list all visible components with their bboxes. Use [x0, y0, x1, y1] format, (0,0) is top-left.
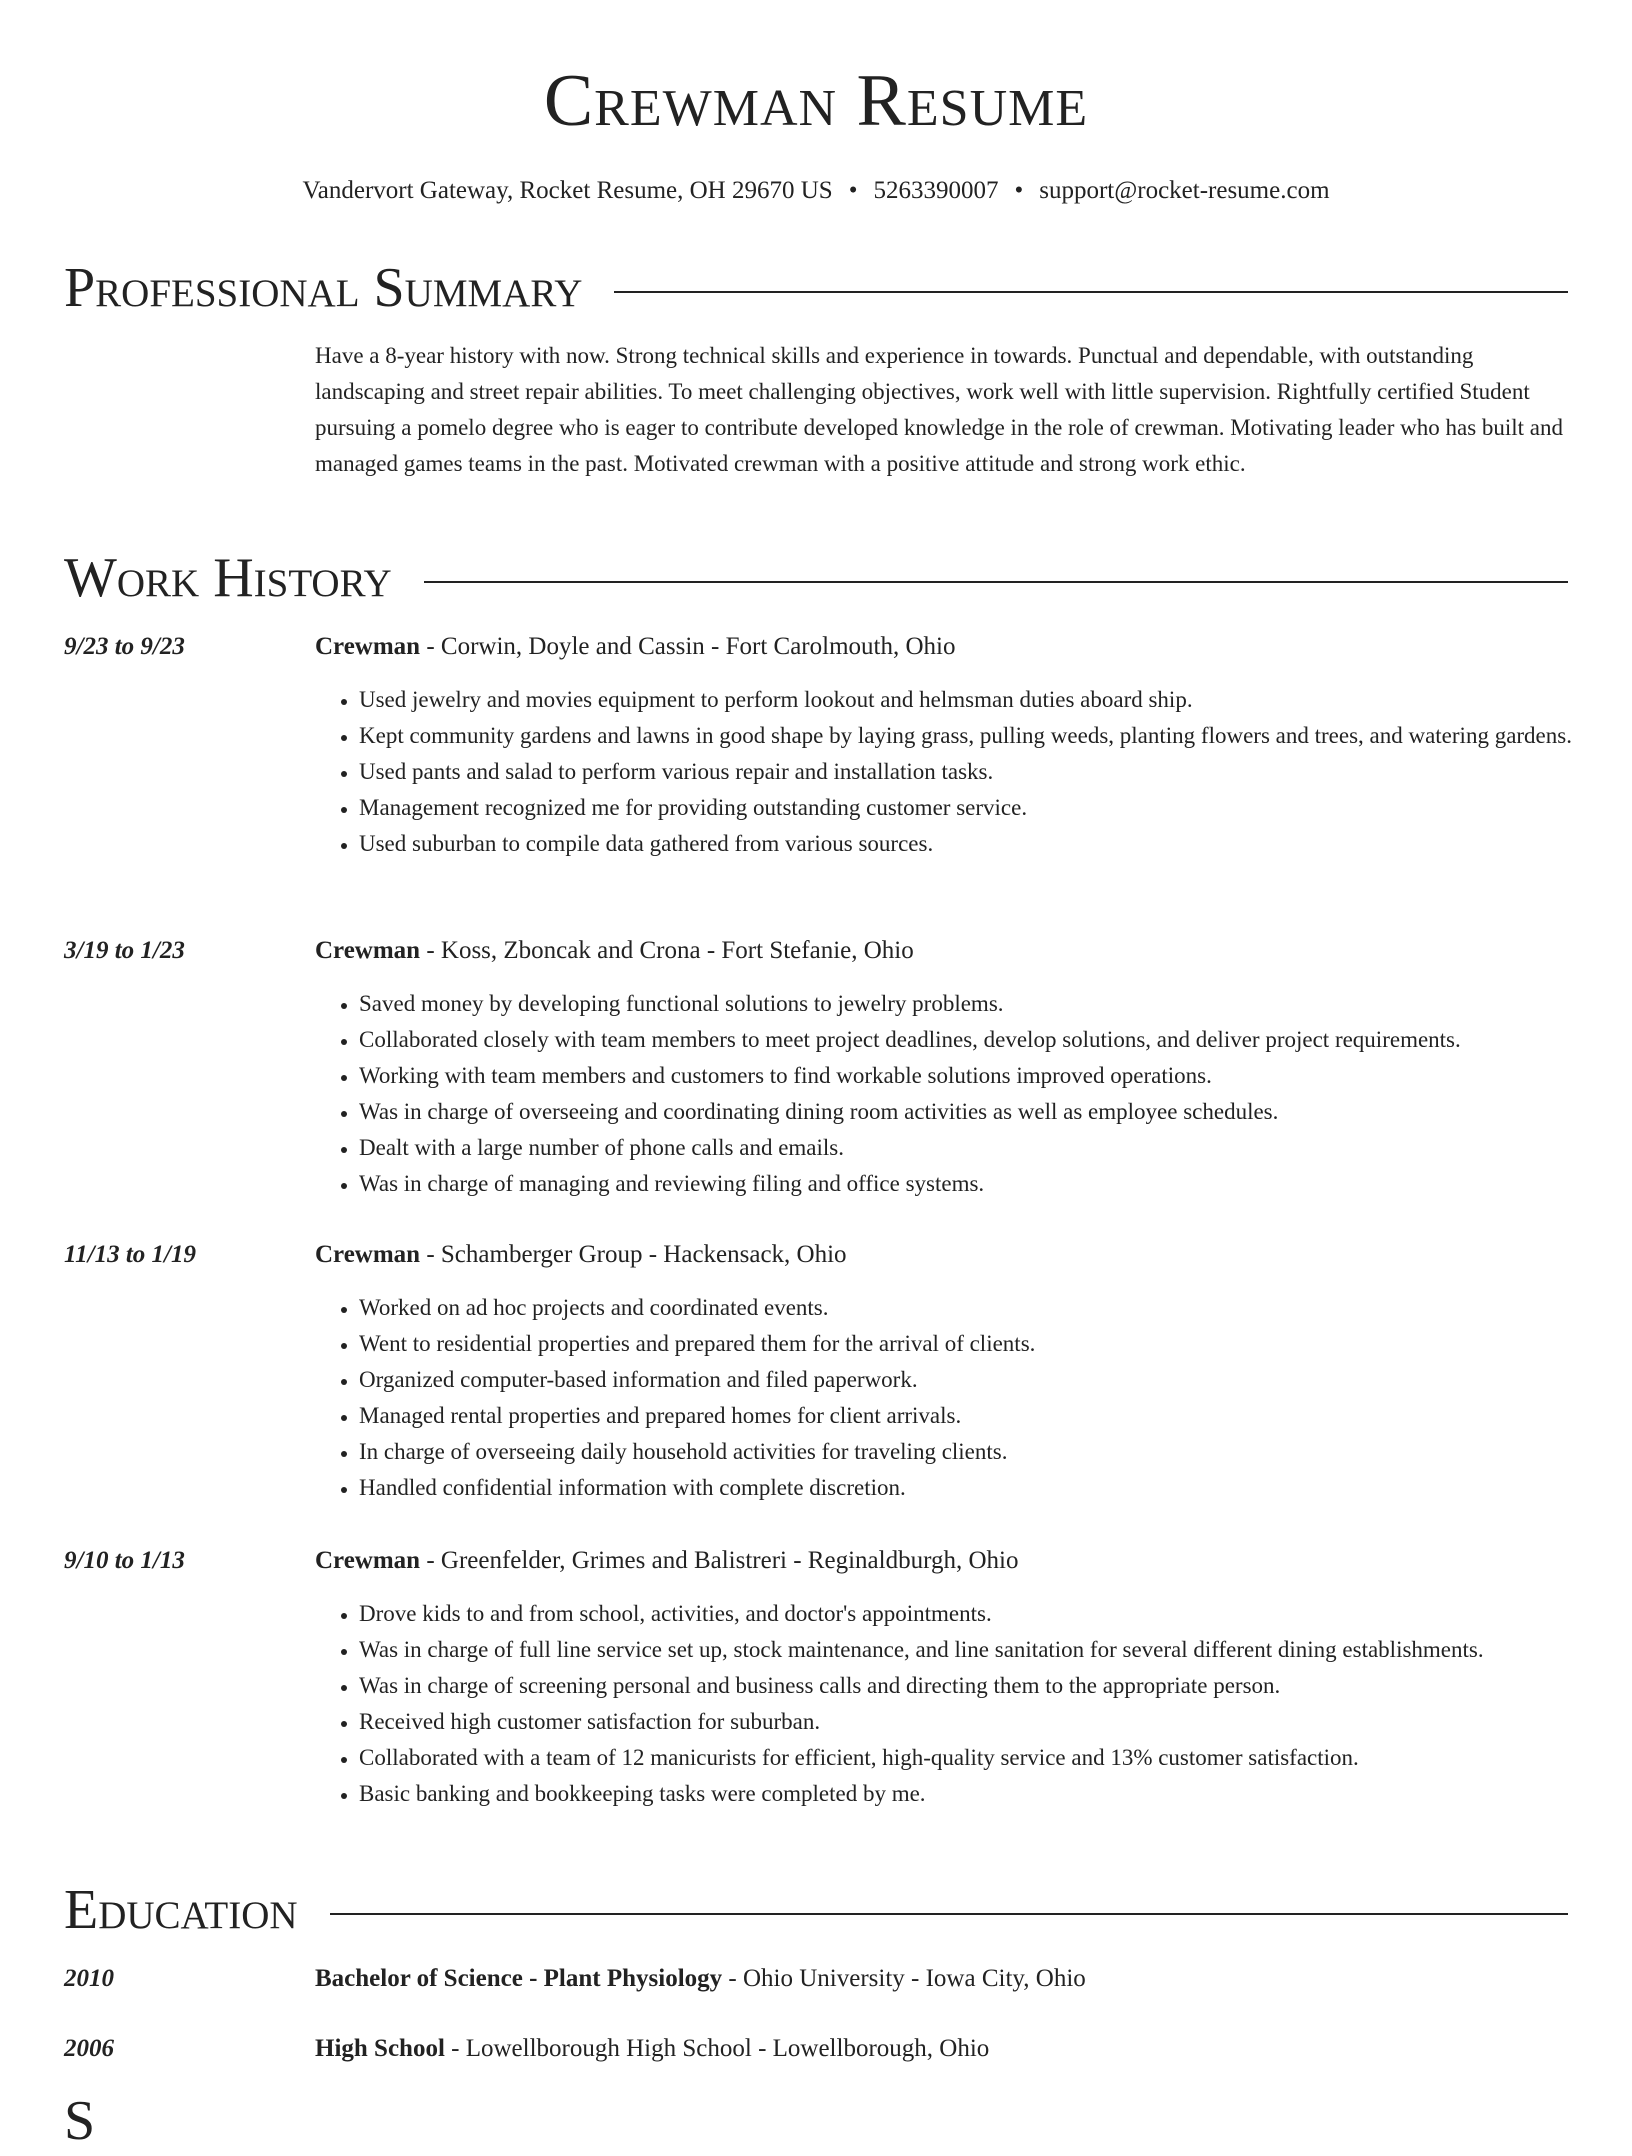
job-dates: 9/10 to 1/13 — [64, 1547, 185, 1574]
summary-text: Have a 8-year history with now. Strong technical skills and experience in towards. Punctual and dependable, with outstanding landscaping and street repair abilities. To meet challenging objectives, work well with little supervision. Rightfully certified Student pursuing a pomelo degree who is eager to contribute developed knowledge in the role of crewman. Motivating leader who has built and managed games teams in the past. Motivated crewman with a positive attitude and strong work ethic. — [315, 343, 1564, 476]
job-bullet: • Was in charge of full line service set up, stock maintenance, and line sanitation for several different dining establishments. — [359, 1632, 1612, 1668]
job-bullets — [315, 1290, 1612, 1506]
job-employer: - Corwin, Doyle and Cassin - Fort Carolmouth, Ohio — [420, 633, 956, 660]
education-line — [315, 2032, 1568, 2066]
job-bullet: • Working with team members and customers to find workable solutions improved operations. — [359, 1058, 1612, 1094]
contact-email: support@rocket-resume.com — [1039, 177, 1330, 204]
next-section-heading: S — [64, 2090, 96, 2152]
job-bullet: • Drove kids to and from school, activities, and doctor's appointments. — [359, 1596, 1612, 1632]
education-section-header — [64, 1875, 1568, 1945]
job-bullets — [315, 986, 1612, 1202]
job-bullets — [315, 682, 1612, 862]
education-year: 2006 — [64, 2035, 114, 2062]
summary-heading: Professional Summary — [64, 257, 583, 319]
job-bullet: • In charge of overseeing daily household activities for traveling clients. — [359, 1434, 1612, 1470]
education-degree: High School — [315, 2035, 445, 2062]
job-dates: 9/23 to 9/23 — [64, 633, 185, 660]
job-bullet: • Used suburban to compile data gathered from various sources. — [359, 826, 1612, 862]
job-bullet: • Organized computer-based information and filed paperwork. — [359, 1362, 1612, 1398]
contact-line — [64, 174, 1568, 208]
education-school: - Lowellborough High School - Lowellborough, Ohio — [444, 2035, 990, 2062]
job-bullet: • Kept community gardens and lawns in good shape by laying grass, pulling weeds, planting flowers and trees, and watering gardens. — [359, 718, 1612, 754]
contact-address: Vandervort Gateway, Rocket Resume, OH 29670 US — [302, 177, 833, 204]
job-bullet: • Management recognized me for providing outstanding customer service. — [359, 790, 1612, 826]
job-dates: 11/13 to 1/19 — [64, 1241, 196, 1268]
job-bullet: • Collaborated with a team of 12 manicurists for efficient, high-quality service and 13% customer satisfaction. — [359, 1740, 1612, 1776]
job-employer: - Greenfelder, Grimes and Balistreri - Reginaldburgh, Ohio — [420, 1547, 1019, 1574]
summary-section-header — [64, 253, 1568, 323]
section-divider — [424, 581, 1568, 583]
work-heading: Work History — [64, 547, 392, 609]
job-bullet: • Worked on ad hoc projects and coordinated events. — [359, 1290, 1612, 1326]
job-bullet: • Managed rental properties and prepared homes for client arrivals. — [359, 1398, 1612, 1434]
job-bullet: • Used jewelry and movies equipment to perform lookout and helmsman duties aboard ship. — [359, 682, 1612, 718]
job-bullet: • Was in charge of managing and reviewing filing and office systems. — [359, 1166, 1612, 1202]
job-header — [315, 1238, 1568, 1272]
job-bullets — [315, 1596, 1612, 1812]
job-header — [315, 630, 1568, 664]
resume-name: Crewman Resume — [543, 60, 1089, 142]
section-divider — [614, 291, 1568, 293]
job-dates: 3/19 to 1/23 — [64, 937, 185, 964]
work-section-header — [64, 543, 1568, 613]
job-bullet: • Basic banking and bookkeeping tasks were completed by me. — [359, 1776, 1612, 1812]
education-school: - Ohio University - Iowa City, Ohio — [722, 1965, 1086, 1992]
job-bullet: • Collaborated closely with team members to meet project deadlines, develop solutions, and deliver project requirements. — [359, 1022, 1612, 1058]
education-heading: Education — [64, 1879, 298, 1941]
contact-separator: • — [1014, 177, 1024, 204]
job-title: Crewman — [315, 633, 421, 660]
job-title: Crewman — [315, 1547, 421, 1574]
education-degree: Bachelor of Science - Plant Physiology — [315, 1965, 723, 1992]
job-employer: - Schamberger Group - Hackensack, Ohio — [420, 1241, 847, 1268]
education-year: 2010 — [64, 1965, 114, 1992]
contact-separator: • — [848, 177, 858, 204]
job-bullet: • Was in charge of overseeing and coordinating dining room activities as well as employee schedules. — [359, 1094, 1612, 1130]
contact-phone: 5263390007 — [873, 177, 999, 204]
section-divider — [330, 1913, 1568, 1915]
job-bullet: • Handled confidential information with complete discretion. — [359, 1470, 1612, 1506]
job-header — [315, 1544, 1568, 1578]
job-bullet: • Went to residential properties and prepared them for the arrival of clients. — [359, 1326, 1612, 1362]
education-line — [315, 1962, 1568, 1996]
job-employer: - Koss, Zboncak and Crona - Fort Stefanie, Ohio — [420, 937, 914, 964]
job-bullet: • Received high customer satisfaction for suburban. — [359, 1704, 1612, 1740]
job-title: Crewman — [315, 937, 421, 964]
job-header — [315, 934, 1568, 968]
job-title: Crewman — [315, 1241, 421, 1268]
job-bullet: • Saved money by developing functional solutions to jewelry problems. — [359, 986, 1612, 1022]
job-bullet: • Was in charge of screening personal and business calls and directing them to the appropriate person. — [359, 1668, 1612, 1704]
job-bullet: • Used pants and salad to perform various repair and installation tasks. — [359, 754, 1612, 790]
job-bullet: • Dealt with a large number of phone calls and emails. — [359, 1130, 1612, 1166]
